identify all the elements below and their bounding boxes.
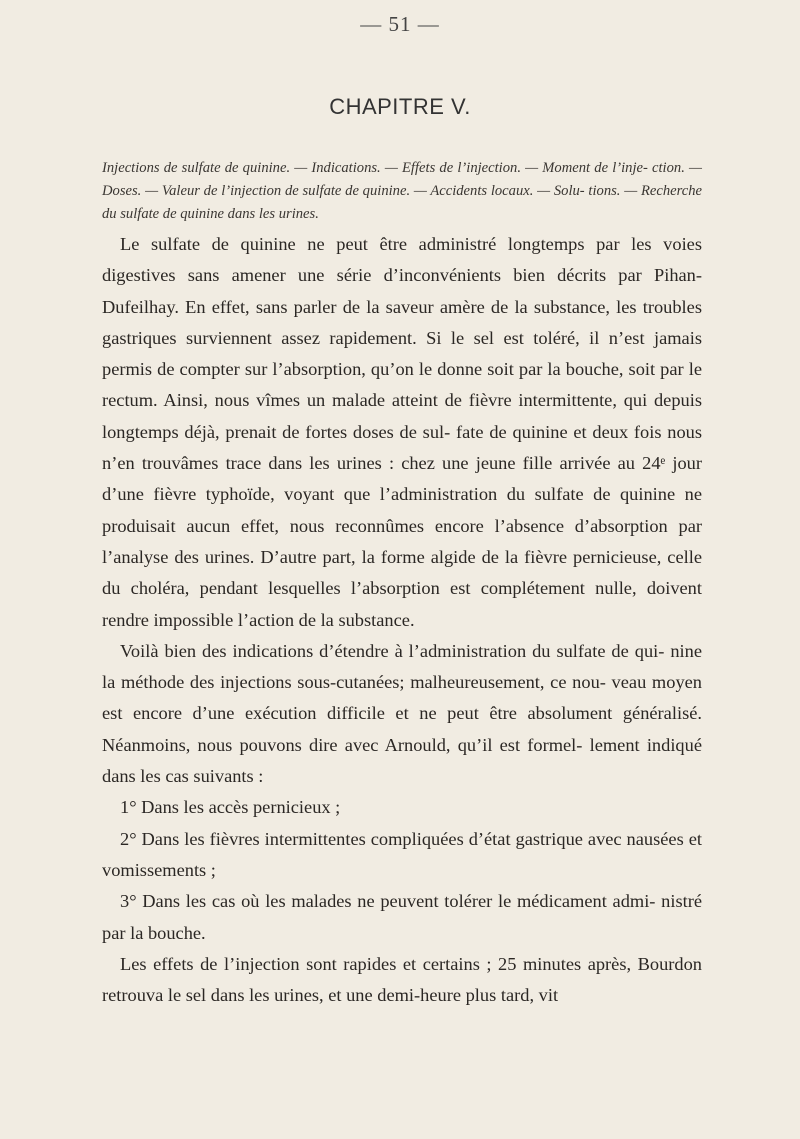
paragraph: Voilà bien des indications d’étendre à l’administration du sulfate de qui- nine la méthode des injections sous-cutanées; malheureusement, ce nou- veau moyen est encore d’une exécution difficile et ne peut être absolument généralisé. Néanmoins, nous pouvons dire avec Arnould, qu’il est formel- lement indiqué dans les cas suivants :: [102, 640, 702, 787]
list-item: 3° Dans les cas où les malades ne peuvent tolérer le médicament admi- nistré par la bouche.: [102, 891, 702, 943]
chapter-summary: Injections de sulfate de quinine. — Indications. — Effets de l’injection. — Moment de l’inje- ction. — Doses. — Valeur de l’injection de sulfate de quinine. — Accidents locaux. — Solu- tions. — Recherche du sulfate de quinine dans les urines.: [102, 160, 702, 222]
list-item: 1° Dans les accès pernicieux ;: [120, 797, 341, 818]
paragraph: Le sulfate de quinine ne peut être administré longtemps par les voies digestives sans amener une série d’inconvénients bien décrits par Pihan-Dufeilhay. En effet, sans parler de la saveur amère de la substance, les troubles gastriques surviennent assez rapidement. Si le sel est toléré, il n’est jamais permis de compter sur l’absorption, qu’on le donne soit par la bouche, soit par le rectum. Ainsi, nous vîmes un malade atteint de fièvre intermittente, qui depuis longtemps déjà, prenait de fortes doses de sul- fate de quinine et deux fois nous n’en trouvâmes trace dans les urines : chez une jeune fille arrivée au 24ᵉ jour d’une fièvre typhoïde, voyant que l’administration du sulfate de quinine ne produisait aucun effet, nous reconnûmes encore l’absence d’absorption par l’analyse des urines. D’autre part, la forme algide de la fièvre pernicieuse, celle du choléra, pendant lesquelles l’absorption est complétement nulle, doivent rendre impossible l’action de la substance.: [102, 234, 702, 630]
list-item: 2° Dans les fièvres intermittentes compliquées d’état gastrique avec nausées et vomissements ;: [102, 828, 702, 880]
body-text: [102, 229, 702, 1011]
chapter-title: CHAPITRE V.: [329, 94, 471, 119]
paragraph: Les effets de l’injection sont rapides et certains ; 25 minutes après, Bourdon retrouva le sel dans les urines, et une demi-heure plus tard, vit: [102, 953, 702, 1006]
page-number: — 51 —: [360, 12, 440, 36]
